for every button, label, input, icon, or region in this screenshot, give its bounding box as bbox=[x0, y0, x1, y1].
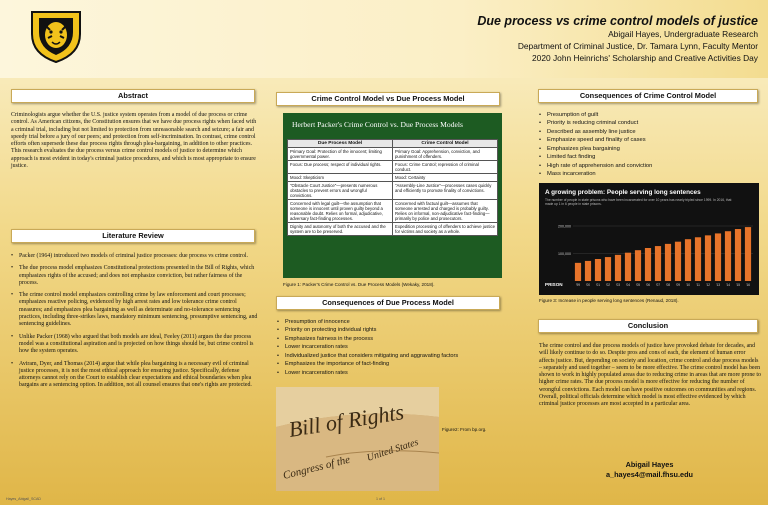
table-header-crime-control: Crime Control Model bbox=[393, 140, 498, 148]
table-row bbox=[288, 223, 498, 236]
table-cell: Focus: Crime Control; repression of criminal conduct. bbox=[393, 161, 498, 174]
image-text-united: United States bbox=[365, 436, 420, 464]
list-item: • Priority on protecting individual rights bbox=[277, 327, 517, 334]
image-text-bill: Bill of Rights bbox=[286, 399, 406, 442]
table-header-due-process: Due Process Model bbox=[288, 140, 393, 148]
x-tick-label: '10 bbox=[685, 283, 691, 287]
chart-source-label: PRISON bbox=[545, 282, 563, 287]
literature-list bbox=[11, 253, 261, 395]
x-tick-label: '99 bbox=[575, 283, 581, 287]
x-tick-label: '04 bbox=[625, 283, 631, 287]
chart-bar bbox=[675, 242, 681, 281]
chart-bar bbox=[605, 257, 611, 281]
list-item: • The crime control model emphasizes controlling crime by law enforcement and court processes; emphasizes reactive policing, evidenced by high arrest rates and low tolerance crime control measures; and emphasizes plea bargaining as well as determinate and no-tolerance sentencing practices, including three-strikes laws, mandatory minimum sentencing, presumptive sentencing, and sentencing guidelines. bbox=[11, 292, 261, 328]
crime-control-list bbox=[539, 112, 759, 180]
event-line: 2020 John Heinrichs' Scholarship and Creative Activities Day bbox=[532, 53, 758, 63]
x-tick-label: '00 bbox=[585, 283, 591, 287]
chart-bar bbox=[735, 229, 741, 281]
due-process-list bbox=[277, 319, 517, 378]
list-item: • Packer (1964) introduced two models of criminal justice processes: due process vs crime control. bbox=[11, 253, 261, 260]
poster-title: Due process vs crime control models of justice bbox=[477, 14, 758, 28]
abstract-heading: Abstract bbox=[11, 89, 255, 103]
footer-page: 1 of 1 bbox=[376, 497, 385, 501]
table-row bbox=[288, 148, 498, 161]
chart-bar bbox=[695, 237, 701, 281]
chart-bar bbox=[715, 233, 721, 281]
x-tick-label: '07 bbox=[655, 283, 661, 287]
chart-bar bbox=[745, 227, 751, 281]
table-cell: Mood: Certainty bbox=[393, 174, 498, 182]
list-item: • Described as assembly line justice bbox=[539, 129, 759, 136]
list-item: • High rate of apprehension and conviction bbox=[539, 163, 759, 170]
x-tick-label: '13 bbox=[715, 283, 721, 287]
list-item: • Presumption of guilt bbox=[539, 112, 759, 119]
x-tick-label: '09 bbox=[675, 283, 681, 287]
packer-table-figure bbox=[283, 113, 502, 278]
chart-bar bbox=[645, 248, 651, 281]
chart-bar bbox=[615, 255, 621, 281]
x-tick-label: '15 bbox=[735, 283, 741, 287]
bill-of-rights-image bbox=[276, 387, 439, 491]
list-item: • Mass incarceration bbox=[539, 171, 759, 178]
table-cell: Concerned with factual guilt—assumes that someone arrested and charged is probably guilty. Relies on informal, non-adjudicative fact-finding—primarily by police and prosecutors. bbox=[393, 200, 498, 223]
x-tick-label: '05 bbox=[635, 283, 641, 287]
x-tick-label: '06 bbox=[645, 283, 651, 287]
list-item: • Unlike Packer (1968) who argued that both models are ideal, Feeley (2011) argues the due process model was a constitutional aspiration and is projected on how things should be, but crime control is how the system operates. bbox=[11, 334, 261, 356]
table-cell: Primary Goal: Protection of the innocent; limiting governmental power. bbox=[288, 148, 393, 161]
list-item: • Emphasizes the importance of fact-finding bbox=[277, 361, 517, 368]
chart-bar bbox=[725, 231, 731, 281]
chart-bar bbox=[595, 259, 601, 281]
table-row bbox=[288, 174, 498, 182]
table-cell: Expedition processing of offenders to achieve justice for victims and society as a whole. bbox=[393, 223, 498, 236]
author-line: Abigail Hayes, Undergraduate Research bbox=[608, 29, 758, 39]
x-tick-label: '12 bbox=[705, 283, 711, 287]
contact-email: a_hayes4@mail.fhsu.edu bbox=[605, 470, 693, 479]
figure2-caption: Figure2: From bp.org. bbox=[442, 427, 487, 432]
list-item: • Presumption of innocence bbox=[277, 319, 517, 326]
tiger-logo bbox=[30, 8, 82, 64]
conclusion-text: The crime control and due process models of justice have provoked debate for decades, and will likely continue to do so. Despite pros and cons of each, the element of human error affects justice. But, depending on society and location, crime control and due process models – separately and used together – seem to be more effective. The crime control model has been shown to work in highly populated areas due to reducing crime in areas that are more prone to higher crime rates. The due process model is more effective for reducing the number of wrongful convictions. Each model can have positive outcomes on communities and regions. Overall, political officials determine which model is most effective evidenced by which criminal justice processes are most accepted in a particular area. bbox=[539, 343, 761, 408]
list-item: • The due process model emphasizes Constitutional protections presented in the Bill of Rights, which emphasizes rights of the accused; and does not emphasize conviction, but rather fairness of the process. bbox=[11, 265, 261, 287]
list-item: • Individualized justice that considers mitigating and aggravating factors bbox=[277, 353, 517, 360]
chart-bar bbox=[585, 261, 591, 281]
image-text-congress: Congress of the bbox=[281, 453, 352, 482]
table-row bbox=[288, 200, 498, 223]
x-tick-label: '14 bbox=[725, 283, 731, 287]
department-line: Department of Criminal Justice, Dr. Tamara Lynn, Faculty Mentor bbox=[517, 41, 758, 51]
x-tick-label: '08 bbox=[665, 283, 671, 287]
contact-name: Abigail Hayes bbox=[625, 460, 674, 469]
list-item: • Lower incarceration rates bbox=[277, 370, 517, 377]
figure3-caption: Figure 3: Increase in people serving long sentences (Renaud, 2018). bbox=[539, 298, 679, 303]
model-compare-heading: Crime Control Model vs Due Process Model bbox=[276, 92, 500, 106]
chart-bar bbox=[625, 253, 631, 281]
chart-subtitle: The number of people in state prisons who have been incarcerated for over 10 years has nearly tripled since 1999. In 2016, that made up 1 in 6 people in state prisons. bbox=[545, 198, 732, 206]
table-cell: Primary Goal: Apprehension, conviction, and punishment of offenders. bbox=[393, 148, 498, 161]
long-sentences-chart bbox=[539, 183, 759, 295]
crime-control-heading: Consequences of Crime Control Model bbox=[538, 89, 758, 103]
y-tick-label: 200,000 bbox=[558, 224, 571, 229]
table-row bbox=[288, 161, 498, 174]
packer-table bbox=[287, 139, 498, 236]
chart-plot bbox=[539, 183, 759, 295]
table-cell: Mood: Skepticism bbox=[288, 174, 393, 182]
x-tick-label: '16 bbox=[745, 283, 751, 287]
literature-heading: Literature Review bbox=[11, 229, 255, 243]
x-tick-label: '02 bbox=[605, 283, 611, 287]
table-cell: Concerned with legal guilt—the assumption that someone is innocent until proven guilty beyond a reasonable doubt. Relies on formal, adjudicative, adversary fact-finding processes. bbox=[288, 200, 393, 223]
chart-bar bbox=[705, 235, 711, 281]
chart-bar bbox=[685, 239, 691, 281]
list-item: • Limited fact finding bbox=[539, 154, 759, 161]
table-cell: "Assembly-Line Justice"—processes cases quickly and efficiently to promote finality of convictions. bbox=[393, 182, 498, 200]
chart-bar bbox=[655, 246, 661, 281]
chart-bar bbox=[665, 244, 671, 281]
list-item: • Emphasizes plea bargaining bbox=[539, 146, 759, 153]
table-cell: "Obstacle Court Justice"—presents numerous obstacles to prevent errors and wrongful convictions. bbox=[288, 182, 393, 200]
table-row bbox=[288, 182, 498, 200]
x-tick-label: '03 bbox=[615, 283, 621, 287]
figure1-caption: Figure 1: Packer's Crime Control vs. Due Process Models (Wekaky, 2018). bbox=[283, 282, 435, 287]
list-item: • Emphasize speed and finality of cases bbox=[539, 137, 759, 144]
list-item: • Lower incarceration rates bbox=[277, 344, 517, 351]
footer-filename: Hayes_Abigail_SCAD bbox=[6, 497, 41, 501]
table-cell: Dignity and autonomy of both the accused and the system are to be preserved. bbox=[288, 223, 393, 236]
list-item: • Priority is reducing criminal conduct bbox=[539, 120, 759, 127]
x-tick-label: '11 bbox=[696, 283, 700, 287]
contact-block bbox=[547, 460, 752, 480]
table-title: Herbert Packer's Crime Control vs. Due Process Models bbox=[292, 120, 463, 129]
x-tick-label: '01 bbox=[595, 283, 601, 287]
list-item: • Emphasizes fairness in the process bbox=[277, 336, 517, 343]
due-process-heading: Consequences of Due Process Model bbox=[276, 296, 500, 310]
chart-bar bbox=[575, 263, 581, 281]
title-block bbox=[238, 14, 758, 64]
conclusion-heading: Conclusion bbox=[538, 319, 758, 333]
list-item: • Aviram, Dyer, and Thomas (2014) argue that while plea bargaining is a necessary evil of criminal justice processes, it is not the most ethical approach for ensuring justice. Specifically, defense attorneys cannot rely on the Court to establish clear expectations and ethical boundaries when plea bargains are a sentencing option. In addition, not all counsel ensures that one's rights are protected. bbox=[11, 361, 261, 390]
chart-title: A growing problem: People serving long sentences bbox=[545, 189, 701, 196]
table-cell: Focus: Due process; respect of individual rights. bbox=[288, 161, 393, 174]
y-tick-label: 100,000 bbox=[558, 252, 571, 256]
chart-bar bbox=[635, 250, 641, 281]
abstract-text: Criminologists argue whether the U.S. justice system operates from a model of due process or crime control. As American citizens, the Constitution ensures that we have due process rights when faced with a criminal trial, including but not limited to protection from unreasonable search and seizure; a fair and speedy trial before a jury of our peers; and protection from self-incrimination. In contrast, crime control efforts often supersede these due process rights through plea-bargaining, in addition to other practices. This research evaluates the due process versus crime control models of justice to determine which approach is most evident in today's criminal justice procedures, and which is most appropriate to ensure justice. bbox=[11, 112, 257, 170]
